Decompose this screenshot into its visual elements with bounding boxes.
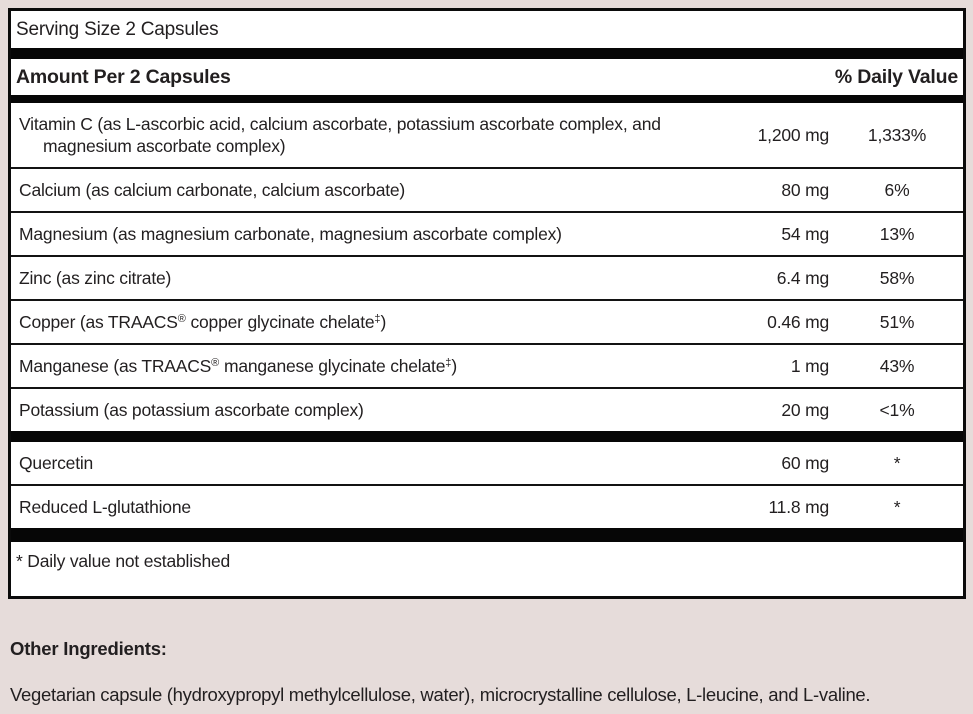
ingredient-name: Reduced L-glutathione [19, 497, 191, 517]
table-row [11, 103, 963, 167]
daily-value: 58% [879, 268, 915, 288]
ingredient-name: Vitamin C (as L-ascorbic acid, calcium ascorbate, potassium ascorbate complex, and magnesium ascorbate complex) [19, 114, 661, 156]
amount-value: 80 mg [781, 180, 829, 200]
main-ingredients-table [11, 103, 963, 431]
amount-value: 1 mg [790, 356, 829, 376]
other-ingredients-label: Other Ingredients: [10, 638, 167, 659]
daily-value-footnote: * Daily value not established [16, 551, 231, 571]
amount-value: 20 mg [781, 400, 829, 420]
table-row [11, 211, 963, 255]
ingredient-name: Copper (as TRAACS® copper glycinate chelate‡) [19, 312, 387, 332]
table-row [11, 167, 963, 211]
daily-value: * [893, 453, 901, 473]
daily-value: 1,333% [867, 125, 927, 145]
amount-value: 11.8 mg [768, 497, 829, 517]
serving-size-text: Serving Size 2 Capsules [16, 19, 219, 40]
ingredient-name: Magnesium (as magnesium carbonate, magnesium ascorbate complex) [19, 224, 562, 244]
other-ingredients-section [10, 638, 963, 706]
ingredient-name: Potassium (as potassium ascorbate complex) [19, 400, 364, 420]
amount-value: 0.46 mg [767, 312, 829, 332]
table-row [11, 442, 963, 484]
table-row [11, 255, 963, 299]
divider-bar-header [11, 95, 963, 103]
divider-bar-middle [11, 431, 963, 442]
amount-value: 60 mg [781, 453, 829, 473]
daily-value: 6% [884, 180, 910, 200]
other-ingredients-text: Vegetarian capsule (hydroxypropyl methylcellulose, water), microcrystalline cellulose, L-leucine, and L-valine. [10, 684, 871, 705]
amount-value: 1,200 mg [757, 125, 829, 145]
daily-value: * [893, 497, 901, 517]
secondary-ingredients-table [11, 442, 963, 528]
table-row [11, 484, 963, 528]
table-row [11, 343, 963, 387]
ingredient-name: Zinc (as zinc citrate) [19, 268, 172, 288]
divider-bar-top [11, 48, 963, 59]
amount-value: 6.4 mg [776, 268, 829, 288]
daily-value: <1% [879, 400, 915, 420]
ingredient-name: Manganese (as TRAACS® manganese glycinate chelate‡) [19, 356, 457, 376]
daily-value: 51% [879, 312, 915, 332]
divider-bar-bottom [11, 528, 963, 542]
amount-column-header: Amount Per 2 Capsules [16, 66, 231, 88]
ingredient-name: Calcium (as calcium carbonate, calcium ascorbate) [19, 180, 406, 200]
table-row [11, 387, 963, 431]
daily-value: 43% [879, 356, 915, 376]
column-header-row [11, 59, 963, 95]
amount-value: 54 mg [781, 224, 829, 244]
daily-value-column-header: % Daily Value [834, 66, 958, 88]
table-row [11, 299, 963, 343]
daily-value: 13% [879, 224, 915, 244]
supplement-facts-panel [8, 8, 966, 599]
ingredient-name: Quercetin [19, 453, 94, 473]
